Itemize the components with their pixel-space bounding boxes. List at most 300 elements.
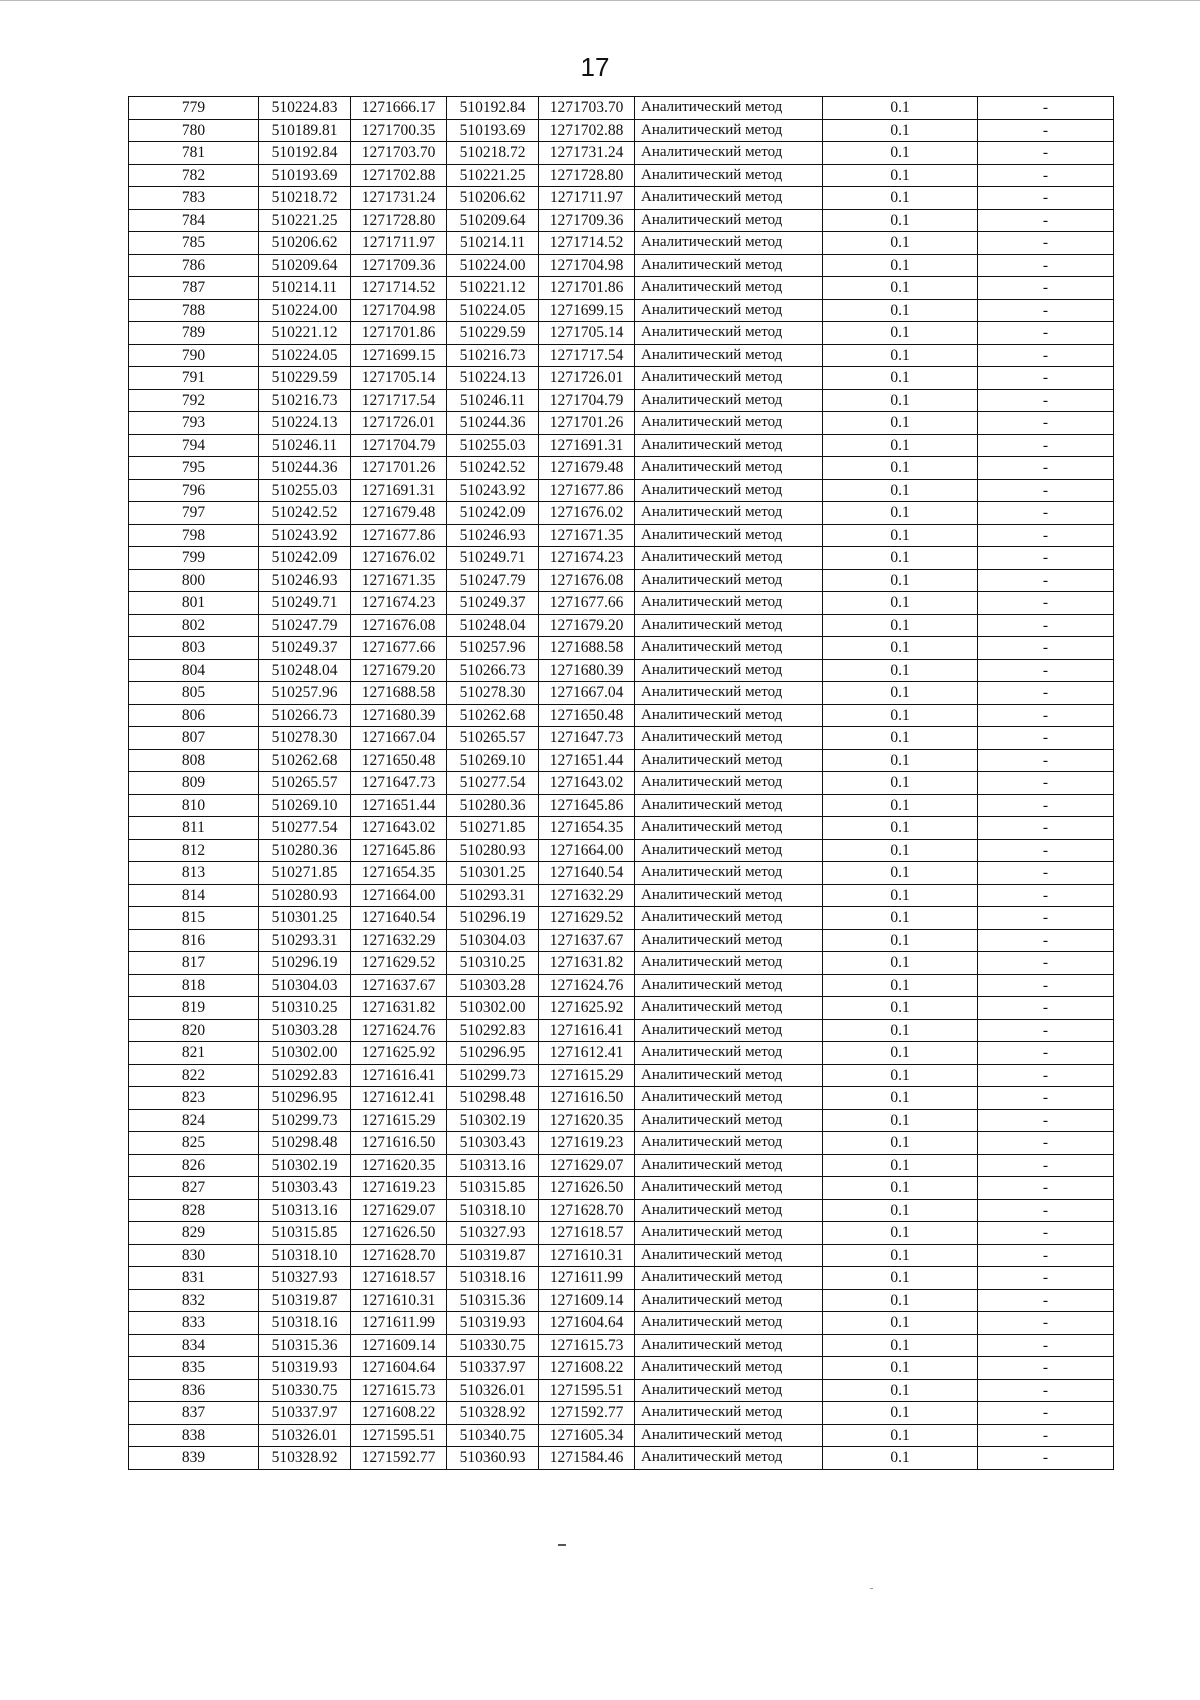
cell-point-number: 809 (129, 772, 259, 795)
table-row (129, 727, 1114, 750)
cell-x-start: 510301.25 (259, 907, 351, 930)
cell-y-end: 1271650.48 (539, 704, 635, 727)
cell-accuracy: 0.1 (823, 749, 978, 772)
cell-point-number: 802 (129, 614, 259, 637)
cell-accuracy: 0.1 (823, 1334, 978, 1357)
cell-point-number: 795 (129, 457, 259, 480)
cell-x-end: 510280.93 (447, 839, 539, 862)
cell-accuracy: 0.1 (823, 1267, 978, 1290)
cell-y-end: 1271680.39 (539, 659, 635, 682)
cell-point-number: 786 (129, 254, 259, 277)
cell-x-start: 510216.73 (259, 389, 351, 412)
cell-y-start: 1271612.41 (351, 1087, 447, 1110)
cell-x-start: 510277.54 (259, 817, 351, 840)
cell-x-end: 510262.68 (447, 704, 539, 727)
table-row (129, 1267, 1114, 1290)
cell-method: Аналитический метод (635, 817, 823, 840)
table-row (129, 614, 1114, 637)
cell-note: - (978, 209, 1114, 232)
cell-note: - (978, 862, 1114, 885)
cell-y-start: 1271637.67 (351, 974, 447, 997)
cell-x-end: 510269.10 (447, 749, 539, 772)
cell-y-end: 1271677.66 (539, 592, 635, 615)
cell-x-end: 510318.16 (447, 1267, 539, 1290)
cell-y-start: 1271717.54 (351, 389, 447, 412)
cell-x-end: 510304.03 (447, 929, 539, 952)
cell-x-end: 510265.57 (447, 727, 539, 750)
cell-x-start: 510192.84 (259, 142, 351, 165)
cell-x-end: 510214.11 (447, 232, 539, 255)
cell-x-start: 510221.25 (259, 209, 351, 232)
cell-point-number: 808 (129, 749, 259, 772)
cell-point-number: 822 (129, 1064, 259, 1087)
scan-speck (870, 1588, 873, 1589)
cell-y-end: 1271703.70 (539, 97, 635, 120)
cell-accuracy: 0.1 (823, 1312, 978, 1335)
cell-note: - (978, 1312, 1114, 1335)
cell-accuracy: 0.1 (823, 547, 978, 570)
cell-y-end: 1271701.86 (539, 277, 635, 300)
cell-x-start: 510298.48 (259, 1132, 351, 1155)
cell-x-end: 510271.85 (447, 817, 539, 840)
cell-accuracy: 0.1 (823, 524, 978, 547)
cell-y-start: 1271677.86 (351, 524, 447, 547)
cell-note: - (978, 502, 1114, 525)
cell-note: - (978, 1222, 1114, 1245)
cell-point-number: 800 (129, 569, 259, 592)
cell-note: - (978, 839, 1114, 862)
cell-accuracy: 0.1 (823, 434, 978, 457)
cell-x-end: 510221.25 (447, 164, 539, 187)
cell-x-end: 510206.62 (447, 187, 539, 210)
cell-x-start: 510242.52 (259, 502, 351, 525)
cell-y-end: 1271688.58 (539, 637, 635, 660)
cell-x-end: 510221.12 (447, 277, 539, 300)
cell-accuracy: 0.1 (823, 794, 978, 817)
cell-method: Аналитический метод (635, 1379, 823, 1402)
cell-x-end: 510360.93 (447, 1447, 539, 1470)
cell-x-start: 510224.13 (259, 412, 351, 435)
cell-method: Аналитический метод (635, 1109, 823, 1132)
cell-method: Аналитический метод (635, 1267, 823, 1290)
cell-note: - (978, 1087, 1114, 1110)
cell-point-number: 810 (129, 794, 259, 817)
cell-accuracy: 0.1 (823, 232, 978, 255)
cell-point-number: 827 (129, 1177, 259, 1200)
cell-note: - (978, 367, 1114, 390)
cell-note: - (978, 547, 1114, 570)
cell-method: Аналитический метод (635, 997, 823, 1020)
table-row (129, 164, 1114, 187)
cell-y-start: 1271701.86 (351, 322, 447, 345)
cell-point-number: 834 (129, 1334, 259, 1357)
cell-y-end: 1271624.76 (539, 974, 635, 997)
table-row (129, 1312, 1114, 1335)
cell-method: Аналитический метод (635, 1087, 823, 1110)
cell-point-number: 781 (129, 142, 259, 165)
cell-x-start: 510318.16 (259, 1312, 351, 1335)
cell-x-end: 510246.93 (447, 524, 539, 547)
cell-x-start: 510304.03 (259, 974, 351, 997)
cell-point-number: 831 (129, 1267, 259, 1290)
cell-y-start: 1271674.23 (351, 592, 447, 615)
table-row (129, 209, 1114, 232)
cell-note: - (978, 277, 1114, 300)
cell-point-number: 811 (129, 817, 259, 840)
cell-x-start: 510193.69 (259, 164, 351, 187)
table-row (129, 344, 1114, 367)
cell-method: Аналитический метод (635, 254, 823, 277)
table-row (129, 277, 1114, 300)
cell-x-end: 510318.10 (447, 1199, 539, 1222)
cell-point-number: 835 (129, 1357, 259, 1380)
cell-note: - (978, 1289, 1114, 1312)
cell-x-start: 510315.85 (259, 1222, 351, 1245)
cell-x-end: 510303.28 (447, 974, 539, 997)
table-row (129, 592, 1114, 615)
cell-x-start: 510293.31 (259, 929, 351, 952)
cell-point-number: 789 (129, 322, 259, 345)
table-row (129, 569, 1114, 592)
table-row (129, 1222, 1114, 1245)
cell-accuracy: 0.1 (823, 1132, 978, 1155)
cell-y-start: 1271680.39 (351, 704, 447, 727)
cell-method: Аналитический метод (635, 119, 823, 142)
cell-point-number: 833 (129, 1312, 259, 1335)
cell-point-number: 829 (129, 1222, 259, 1245)
cell-note: - (978, 1267, 1114, 1290)
cell-point-number: 821 (129, 1042, 259, 1065)
cell-method: Аналитический метод (635, 907, 823, 930)
cell-accuracy: 0.1 (823, 1177, 978, 1200)
cell-y-end: 1271609.14 (539, 1289, 635, 1312)
table-row (129, 1087, 1114, 1110)
cell-method: Аналитический метод (635, 277, 823, 300)
cell-y-start: 1271650.48 (351, 749, 447, 772)
cell-y-end: 1271705.14 (539, 322, 635, 345)
cell-note: - (978, 232, 1114, 255)
cell-accuracy: 0.1 (823, 502, 978, 525)
cell-note: - (978, 1019, 1114, 1042)
cell-x-start: 510299.73 (259, 1109, 351, 1132)
cell-point-number: 798 (129, 524, 259, 547)
cell-y-end: 1271717.54 (539, 344, 635, 367)
cell-x-end: 510242.52 (447, 457, 539, 480)
table-row (129, 1334, 1114, 1357)
cell-accuracy: 0.1 (823, 1199, 978, 1222)
cell-y-end: 1271676.02 (539, 502, 635, 525)
cell-x-end: 510315.85 (447, 1177, 539, 1200)
cell-accuracy: 0.1 (823, 817, 978, 840)
table-row (129, 637, 1114, 660)
cell-note: - (978, 434, 1114, 457)
cell-x-end: 510292.83 (447, 1019, 539, 1042)
cell-method: Аналитический метод (635, 209, 823, 232)
cell-method: Аналитический метод (635, 1132, 823, 1155)
cell-y-start: 1271688.58 (351, 682, 447, 705)
table-row (129, 412, 1114, 435)
cell-x-start: 510328.92 (259, 1447, 351, 1470)
cell-method: Аналитический метод (635, 479, 823, 502)
cell-note: - (978, 1154, 1114, 1177)
cell-y-start: 1271679.20 (351, 659, 447, 682)
cell-y-end: 1271714.52 (539, 232, 635, 255)
cell-x-start: 510247.79 (259, 614, 351, 637)
cell-note: - (978, 569, 1114, 592)
table-row (129, 884, 1114, 907)
cell-x-start: 510296.19 (259, 952, 351, 975)
cell-method: Аналитический метод (635, 682, 823, 705)
cell-y-end: 1271608.22 (539, 1357, 635, 1380)
cell-note: - (978, 997, 1114, 1020)
cell-y-start: 1271728.80 (351, 209, 447, 232)
cell-accuracy: 0.1 (823, 277, 978, 300)
cell-x-end: 510249.37 (447, 592, 539, 615)
cell-note: - (978, 344, 1114, 367)
cell-note: - (978, 1379, 1114, 1402)
cell-x-end: 510296.19 (447, 907, 539, 930)
cell-method: Аналитический метод (635, 142, 823, 165)
cell-accuracy: 0.1 (823, 772, 978, 795)
table-row (129, 502, 1114, 525)
cell-x-start: 510249.37 (259, 637, 351, 660)
cell-method: Аналитический метод (635, 929, 823, 952)
cell-x-start: 510302.19 (259, 1154, 351, 1177)
cell-point-number: 790 (129, 344, 259, 367)
cell-x-start: 510265.57 (259, 772, 351, 795)
cell-x-start: 510327.93 (259, 1267, 351, 1290)
table-row (129, 389, 1114, 412)
cell-accuracy: 0.1 (823, 119, 978, 142)
table-row (129, 479, 1114, 502)
cell-y-start: 1271699.15 (351, 344, 447, 367)
cell-x-start: 510330.75 (259, 1379, 351, 1402)
cell-accuracy: 0.1 (823, 704, 978, 727)
cell-note: - (978, 952, 1114, 975)
cell-y-start: 1271592.77 (351, 1447, 447, 1470)
cell-y-start: 1271625.92 (351, 1042, 447, 1065)
cell-point-number: 815 (129, 907, 259, 930)
cell-note: - (978, 884, 1114, 907)
cell-x-start: 510315.36 (259, 1334, 351, 1357)
cell-method: Аналитический метод (635, 1289, 823, 1312)
cell-point-number: 801 (129, 592, 259, 615)
table-row (129, 457, 1114, 480)
cell-x-start: 510218.72 (259, 187, 351, 210)
cell-accuracy: 0.1 (823, 254, 978, 277)
cell-y-start: 1271703.70 (351, 142, 447, 165)
cell-point-number: 836 (129, 1379, 259, 1402)
table-row (129, 772, 1114, 795)
cell-y-end: 1271671.35 (539, 524, 635, 547)
cell-accuracy: 0.1 (823, 1244, 978, 1267)
table-row (129, 254, 1114, 277)
cell-accuracy: 0.1 (823, 727, 978, 750)
table-row (129, 997, 1114, 1020)
cell-accuracy: 0.1 (823, 187, 978, 210)
cell-x-start: 510248.04 (259, 659, 351, 682)
cell-x-end: 510255.03 (447, 434, 539, 457)
cell-accuracy: 0.1 (823, 1357, 978, 1380)
cell-method: Аналитический метод (635, 614, 823, 637)
cell-note: - (978, 1402, 1114, 1425)
cell-accuracy: 0.1 (823, 1064, 978, 1087)
cell-note: - (978, 592, 1114, 615)
cell-x-start: 510189.81 (259, 119, 351, 142)
table-row (129, 1199, 1114, 1222)
cell-y-end: 1271643.02 (539, 772, 635, 795)
cell-y-end: 1271704.98 (539, 254, 635, 277)
cell-y-end: 1271701.26 (539, 412, 635, 435)
cell-y-end: 1271645.86 (539, 794, 635, 817)
table-row (129, 1357, 1114, 1380)
cell-y-start: 1271651.44 (351, 794, 447, 817)
cell-x-end: 510293.31 (447, 884, 539, 907)
table-row (129, 1402, 1114, 1425)
cell-y-start: 1271616.41 (351, 1064, 447, 1087)
table-row (129, 862, 1114, 885)
cell-accuracy: 0.1 (823, 209, 978, 232)
cell-accuracy: 0.1 (823, 164, 978, 187)
cell-y-end: 1271699.15 (539, 299, 635, 322)
cell-y-end: 1271610.31 (539, 1244, 635, 1267)
cell-x-start: 510310.25 (259, 997, 351, 1020)
cell-point-number: 805 (129, 682, 259, 705)
cell-accuracy: 0.1 (823, 569, 978, 592)
cell-point-number: 794 (129, 434, 259, 457)
cell-accuracy: 0.1 (823, 97, 978, 120)
cell-y-end: 1271632.29 (539, 884, 635, 907)
cell-x-start: 510337.97 (259, 1402, 351, 1425)
cell-x-end: 510330.75 (447, 1334, 539, 1357)
cell-x-start: 510209.64 (259, 254, 351, 277)
cell-x-start: 510292.83 (259, 1064, 351, 1087)
cell-x-end: 510310.25 (447, 952, 539, 975)
cell-y-start: 1271667.04 (351, 727, 447, 750)
cell-x-start: 510303.43 (259, 1177, 351, 1200)
cell-accuracy: 0.1 (823, 907, 978, 930)
cell-method: Аналитический метод (635, 457, 823, 480)
cell-method: Аналитический метод (635, 299, 823, 322)
cell-x-end: 510313.16 (447, 1154, 539, 1177)
cell-point-number: 807 (129, 727, 259, 750)
cell-method: Аналитический метод (635, 389, 823, 412)
cell-method: Аналитический метод (635, 704, 823, 727)
cell-x-end: 510224.13 (447, 367, 539, 390)
cell-accuracy: 0.1 (823, 974, 978, 997)
cell-y-end: 1271637.67 (539, 929, 635, 952)
cell-y-end: 1271726.01 (539, 367, 635, 390)
cell-x-start: 510224.05 (259, 344, 351, 367)
cell-point-number: 780 (129, 119, 259, 142)
cell-x-start: 510224.83 (259, 97, 351, 120)
cell-y-end: 1271711.97 (539, 187, 635, 210)
cell-y-start: 1271610.31 (351, 1289, 447, 1312)
cell-point-number: 838 (129, 1424, 259, 1447)
cell-y-end: 1271728.80 (539, 164, 635, 187)
cell-accuracy: 0.1 (823, 1379, 978, 1402)
cell-point-number: 813 (129, 862, 259, 885)
cell-method: Аналитический метод (635, 1064, 823, 1087)
cell-method: Аналитический метод (635, 1357, 823, 1380)
footer-dash (558, 1544, 566, 1546)
cell-x-end: 510315.36 (447, 1289, 539, 1312)
cell-y-start: 1271595.51 (351, 1424, 447, 1447)
cell-point-number: 804 (129, 659, 259, 682)
cell-note: - (978, 1199, 1114, 1222)
cell-method: Аналитический метод (635, 772, 823, 795)
cell-x-end: 510303.43 (447, 1132, 539, 1155)
cell-note: - (978, 637, 1114, 660)
table-row (129, 547, 1114, 570)
cell-y-end: 1271629.07 (539, 1154, 635, 1177)
cell-y-start: 1271640.54 (351, 907, 447, 930)
cell-point-number: 839 (129, 1447, 259, 1470)
cell-accuracy: 0.1 (823, 682, 978, 705)
table-row (129, 1177, 1114, 1200)
cell-accuracy: 0.1 (823, 389, 978, 412)
cell-x-end: 510244.36 (447, 412, 539, 435)
cell-x-end: 510319.93 (447, 1312, 539, 1335)
cell-y-start: 1271626.50 (351, 1222, 447, 1245)
cell-point-number: 812 (129, 839, 259, 862)
cell-accuracy: 0.1 (823, 997, 978, 1020)
cell-x-end: 510243.92 (447, 479, 539, 502)
cell-y-start: 1271731.24 (351, 187, 447, 210)
cell-accuracy: 0.1 (823, 457, 978, 480)
cell-method: Аналитический метод (635, 749, 823, 772)
cell-note: - (978, 727, 1114, 750)
cell-x-end: 510301.25 (447, 862, 539, 885)
cell-x-start: 510318.10 (259, 1244, 351, 1267)
cell-note: - (978, 1357, 1114, 1380)
cell-y-start: 1271619.23 (351, 1177, 447, 1200)
cell-y-start: 1271679.48 (351, 502, 447, 525)
cell-y-end: 1271629.52 (539, 907, 635, 930)
cell-accuracy: 0.1 (823, 1154, 978, 1177)
cell-accuracy: 0.1 (823, 1424, 978, 1447)
cell-y-end: 1271679.20 (539, 614, 635, 637)
cell-point-number: 814 (129, 884, 259, 907)
cell-x-start: 510255.03 (259, 479, 351, 502)
cell-point-number: 792 (129, 389, 259, 412)
cell-accuracy: 0.1 (823, 659, 978, 682)
cell-x-start: 510269.10 (259, 794, 351, 817)
page-top-rule (0, 0, 1200, 1)
cell-x-start: 510280.93 (259, 884, 351, 907)
cell-y-start: 1271664.00 (351, 884, 447, 907)
cell-x-start: 510303.28 (259, 1019, 351, 1042)
cell-y-start: 1271671.35 (351, 569, 447, 592)
cell-point-number: 779 (129, 97, 259, 120)
table-row (129, 1424, 1114, 1447)
cell-accuracy: 0.1 (823, 1402, 978, 1425)
cell-x-end: 510340.75 (447, 1424, 539, 1447)
cell-method: Аналитический метод (635, 637, 823, 660)
table-row (129, 907, 1114, 930)
table-row (129, 299, 1114, 322)
cell-x-end: 510277.54 (447, 772, 539, 795)
cell-y-start: 1271676.02 (351, 547, 447, 570)
cell-accuracy: 0.1 (823, 412, 978, 435)
table-row (129, 682, 1114, 705)
cell-y-end: 1271625.92 (539, 997, 635, 1020)
cell-y-end: 1271667.04 (539, 682, 635, 705)
cell-y-start: 1271654.35 (351, 862, 447, 885)
cell-note: - (978, 322, 1114, 345)
cell-note: - (978, 412, 1114, 435)
cell-x-end: 510319.87 (447, 1244, 539, 1267)
